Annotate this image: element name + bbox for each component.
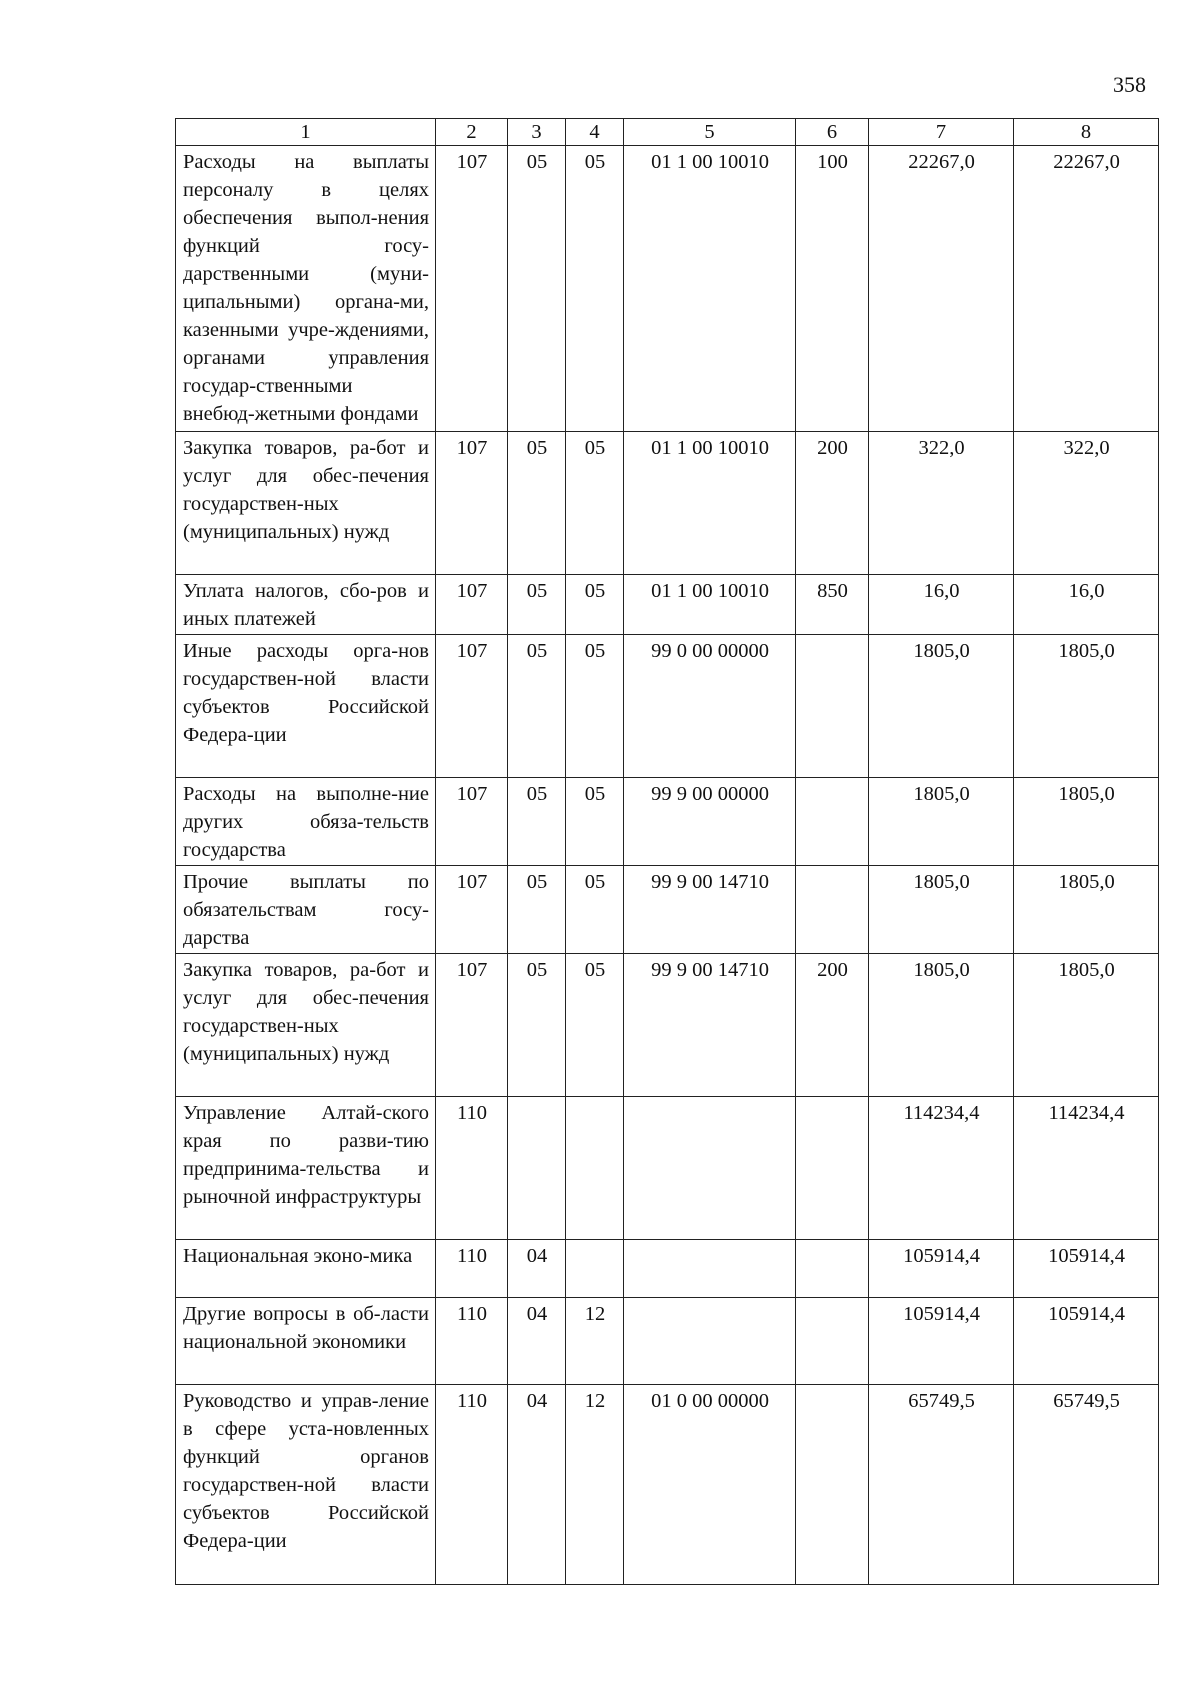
expense-type-code: [796, 635, 869, 778]
column-header-6: 6: [796, 119, 869, 146]
amount-col8: 114234,4: [1014, 1097, 1159, 1240]
table-row: [176, 866, 1159, 954]
expense-name: Закупка товаров, ра-бот и услуг для обес-печения государствен-ных (муниципальных) нужд: [176, 954, 436, 1097]
target-item-code: [624, 1097, 796, 1240]
amount-col8: 322,0: [1014, 432, 1159, 575]
ministry-code: 107: [436, 778, 508, 866]
table-row: [176, 954, 1159, 1097]
section-code: 05: [508, 575, 566, 635]
amount-col8: 16,0: [1014, 575, 1159, 635]
subsection-code: 05: [566, 432, 624, 575]
subsection-code: 12: [566, 1385, 624, 1585]
expense-type-code: [796, 1385, 869, 1585]
ministry-code: 107: [436, 635, 508, 778]
ministry-code: 110: [436, 1298, 508, 1385]
column-header-5: 5: [624, 119, 796, 146]
amount-col8: 1805,0: [1014, 635, 1159, 778]
subsection-code: 05: [566, 575, 624, 635]
column-header-1: 1: [176, 119, 436, 146]
expense-type-code: 200: [796, 954, 869, 1097]
amount-col7: 65749,5: [869, 1385, 1014, 1585]
amount-col7: 105914,4: [869, 1298, 1014, 1385]
ministry-code: 110: [436, 1240, 508, 1298]
amount-col8: 22267,0: [1014, 146, 1159, 432]
amount-col8: 1805,0: [1014, 954, 1159, 1097]
amount-col7: 1805,0: [869, 635, 1014, 778]
ministry-code: 107: [436, 146, 508, 432]
amount-col7: 114234,4: [869, 1097, 1014, 1240]
expense-type-code: 100: [796, 146, 869, 432]
expense-name: Другие вопросы в об-ласти национальной экономики: [176, 1298, 436, 1385]
subsection-code: [566, 1240, 624, 1298]
expense-name: Уплата налогов, сбо-ров и иных платежей: [176, 575, 436, 635]
expense-type-code: [796, 1298, 869, 1385]
amount-col8: 1805,0: [1014, 778, 1159, 866]
amount-col8: 105914,4: [1014, 1298, 1159, 1385]
amount-col7: 1805,0: [869, 866, 1014, 954]
target-item-code: 01 1 00 10010: [624, 146, 796, 432]
table-header-row: [176, 119, 1159, 146]
ministry-code: 107: [436, 575, 508, 635]
subsection-code: 05: [566, 954, 624, 1097]
ministry-code: 110: [436, 1097, 508, 1240]
column-header-8: 8: [1014, 119, 1159, 146]
target-item-code: 01 1 00 10010: [624, 575, 796, 635]
page-number: 358: [1113, 72, 1146, 97]
expense-type-code: [796, 1097, 869, 1240]
section-code: 04: [508, 1298, 566, 1385]
amount-col7: 1805,0: [869, 954, 1014, 1097]
expense-type-code: [796, 1240, 869, 1298]
column-header-7: 7: [869, 119, 1014, 146]
target-item-code: 01 1 00 10010: [624, 432, 796, 575]
section-code: 04: [508, 1240, 566, 1298]
amount-col8: 105914,4: [1014, 1240, 1159, 1298]
column-header-2: 2: [436, 119, 508, 146]
section-code: [508, 1097, 566, 1240]
amount-col7: 22267,0: [869, 146, 1014, 432]
target-item-code: [624, 1298, 796, 1385]
table-row: [176, 1240, 1159, 1298]
table-row: [176, 432, 1159, 575]
expense-type-code: [796, 778, 869, 866]
table-row: [176, 635, 1159, 778]
section-code: 05: [508, 866, 566, 954]
subsection-code: 05: [566, 146, 624, 432]
amount-col7: 1805,0: [869, 778, 1014, 866]
budget-table: [175, 118, 1159, 1585]
amount-col8: 1805,0: [1014, 866, 1159, 954]
target-item-code: [624, 1240, 796, 1298]
table-row: [176, 1385, 1159, 1585]
amount-col7: 16,0: [869, 575, 1014, 635]
column-header-3: 3: [508, 119, 566, 146]
expense-name: Расходы на выплаты персоналу в целях обеспечения выпол-нения функций госу-дарственными (муни-ципальными) органа-ми, казенными учре-ждениями, органами управления государ-ственными внебюд-жетными фондами: [176, 146, 436, 432]
expense-name: Расходы на выполне-ние других обяза-тельств государства: [176, 778, 436, 866]
expense-name: Закупка товаров, ра-бот и услуг для обес-печения государствен-ных (муниципальных) нужд: [176, 432, 436, 575]
section-code: 05: [508, 146, 566, 432]
table-row: [176, 1298, 1159, 1385]
expense-name: Иные расходы орга-нов государствен-ной власти субъектов Российской Федера-ции: [176, 635, 436, 778]
table-row: [176, 778, 1159, 866]
ministry-code: 110: [436, 1385, 508, 1585]
table-row: [176, 146, 1159, 432]
expense-name: Руководство и управ-ление в сфере уста-новленных функций органов государствен-ной власти субъектов Российской Федера-ции: [176, 1385, 436, 1585]
target-item-code: 01 0 00 00000: [624, 1385, 796, 1585]
expense-name: Прочие выплаты по обязательствам госу-дарства: [176, 866, 436, 954]
expense-type-code: 200: [796, 432, 869, 575]
target-item-code: 99 9 00 14710: [624, 954, 796, 1097]
ministry-code: 107: [436, 432, 508, 575]
subsection-code: 05: [566, 778, 624, 866]
ministry-code: 107: [436, 866, 508, 954]
ministry-code: 107: [436, 954, 508, 1097]
section-code: 05: [508, 635, 566, 778]
expense-name: Управление Алтай-ского края по разви-тию предпринима-тельства и рыночной инфраструктуры: [176, 1097, 436, 1240]
expense-type-code: [796, 866, 869, 954]
target-item-code: 99 9 00 00000: [624, 778, 796, 866]
subsection-code: 12: [566, 1298, 624, 1385]
section-code: 04: [508, 1385, 566, 1585]
amount-col7: 105914,4: [869, 1240, 1014, 1298]
subsection-code: [566, 1097, 624, 1240]
expense-type-code: 850: [796, 575, 869, 635]
amount-col8: 65749,5: [1014, 1385, 1159, 1585]
expense-name: Национальная эконо-мика: [176, 1240, 436, 1298]
section-code: 05: [508, 432, 566, 575]
subsection-code: 05: [566, 635, 624, 778]
column-header-4: 4: [566, 119, 624, 146]
table-row: [176, 575, 1159, 635]
target-item-code: 99 9 00 14710: [624, 866, 796, 954]
table-row: [176, 1097, 1159, 1240]
section-code: 05: [508, 778, 566, 866]
section-code: 05: [508, 954, 566, 1097]
amount-col7: 322,0: [869, 432, 1014, 575]
subsection-code: 05: [566, 866, 624, 954]
target-item-code: 99 0 00 00000: [624, 635, 796, 778]
